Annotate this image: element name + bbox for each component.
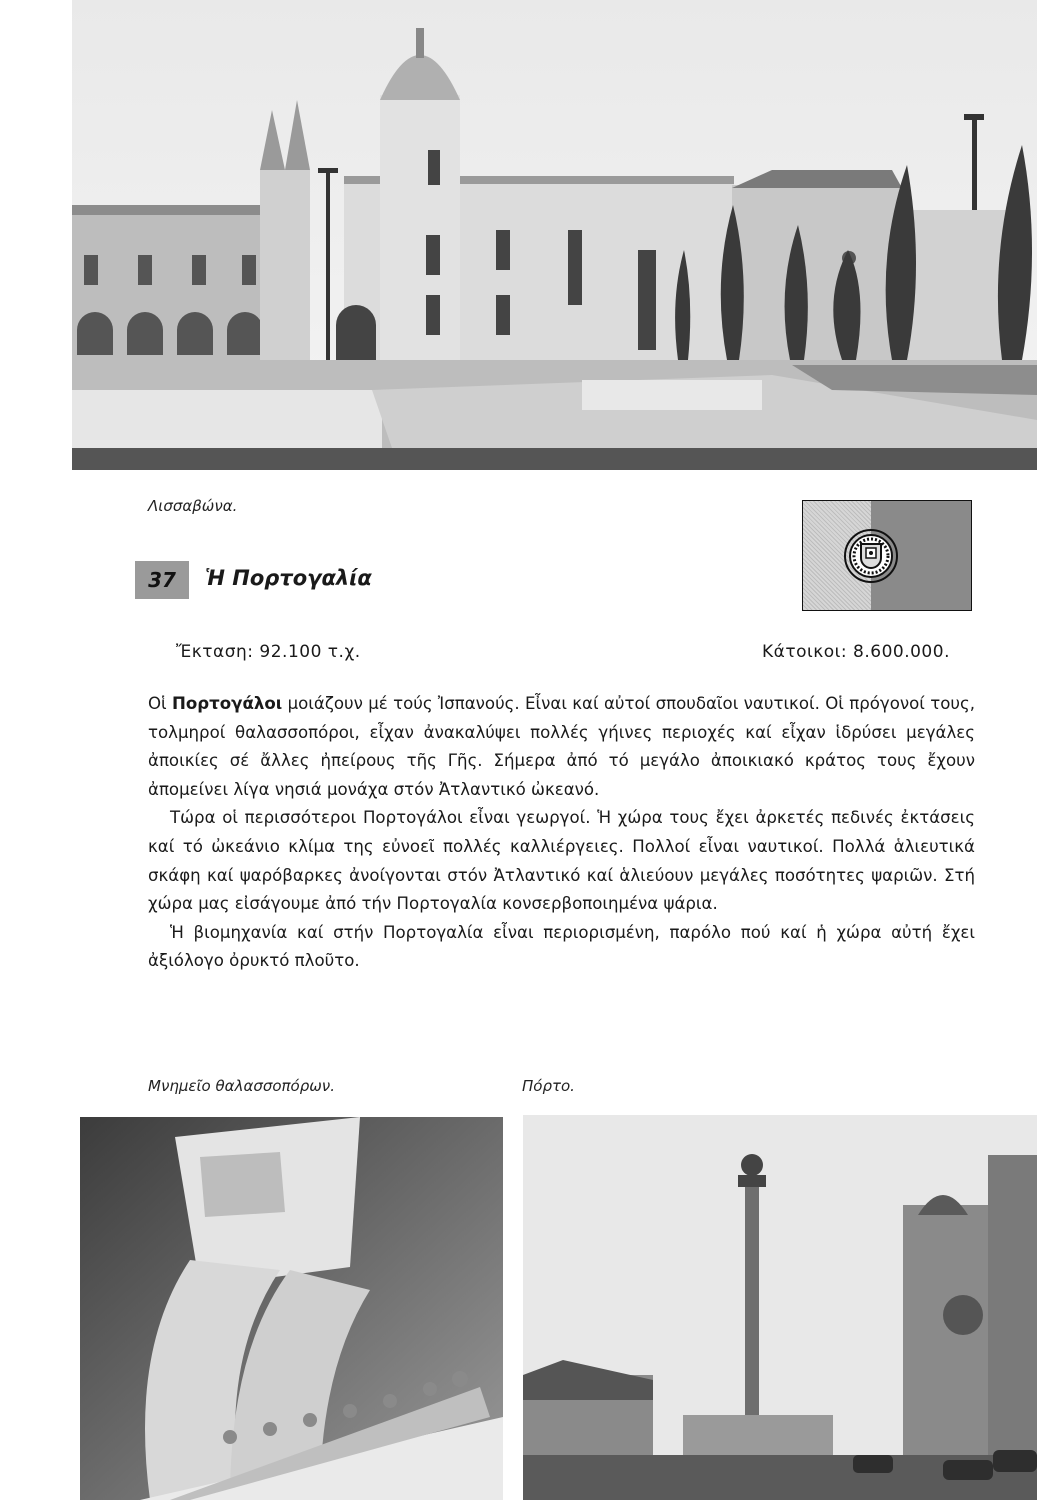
monument-caption: Μνημεῖο θαλασσοπόρων. <box>148 1077 335 1095</box>
flag-emblem-icon <box>843 528 899 584</box>
porto-photo <box>523 1115 1037 1500</box>
portugal-flag <box>802 500 972 611</box>
population-stat: Κάτοικοι: 8.600.000. <box>762 642 950 662</box>
bold-term: Πορτογάλοι <box>172 694 283 713</box>
lisbon-photo <box>72 0 1037 470</box>
porto-caption: Πόρτο. <box>522 1077 575 1095</box>
body-text <box>148 690 975 976</box>
chapter-title: Ἡ Πορτογαλία <box>205 566 372 590</box>
paragraph-1: Οἱ Πορτογάλοι μοιάζουν μέ τούς Ἰσπανούς. Εἶναι καί αὐτοί σπουδαῖοι ναυτικοί. Οἱ πρόγονοί τους, τολμηροί θαλασσοπόροι, εἶχαν ἀνακαλύψει πολλές γήινες περιοχές καί εἶχαν ἱδρύσει μεγάλες ἀποικίες σέ ἄλλες ἠπείρους τῆς Γῆς. Σήμερα ἀπό τό μεγάλο ἀποικιακό κράτος τους ἔχουν ἀπομείνει λίγα νησιά μονάχα στόν Ἀτλαντικό ὠκεανό. <box>148 694 976 799</box>
monument-photo <box>80 1117 503 1500</box>
lisbon-caption: Λισσαβώνα. <box>148 497 238 515</box>
paragraph-3: Ἡ βιομηχανία καί στήν Πορτογαλία εἶναι περιορισμένη, παρόλο πού καί ἡ χώρα αὐτή ἔχει ἀξιόλογο ὀρυκτό πλοῦτο. <box>148 922 975 971</box>
chapter-number: 37 <box>135 561 189 599</box>
paragraph-2: Τώρα οἱ περισσότεροι Πορτογάλοι εἶναι γεωργοί. Ἡ χώρα τους ἔχει ἀρκετές πεδινές ἐκτάσεις καί τό ὠκεάνιο κλίμα της εὐνοεῖ πολλές καλλιέργειες. Πολλοί εἶναι ναυτικοί. Πολλά ἁλιευτικά σκάφη καί ψαρόβαρκες ἀνοίγονται στόν Ἀτλαντικό καί ἁλιεύουν μεγάλες ποσότητες ψαριῶν. Στή χώρα μας εἰσάγουμε ἀπό τήν Πορτογαλία κονσερβοποιημένα ψάρια. <box>148 808 975 914</box>
area-stat: Ἔκταση: 92.100 τ.χ. <box>176 642 361 662</box>
